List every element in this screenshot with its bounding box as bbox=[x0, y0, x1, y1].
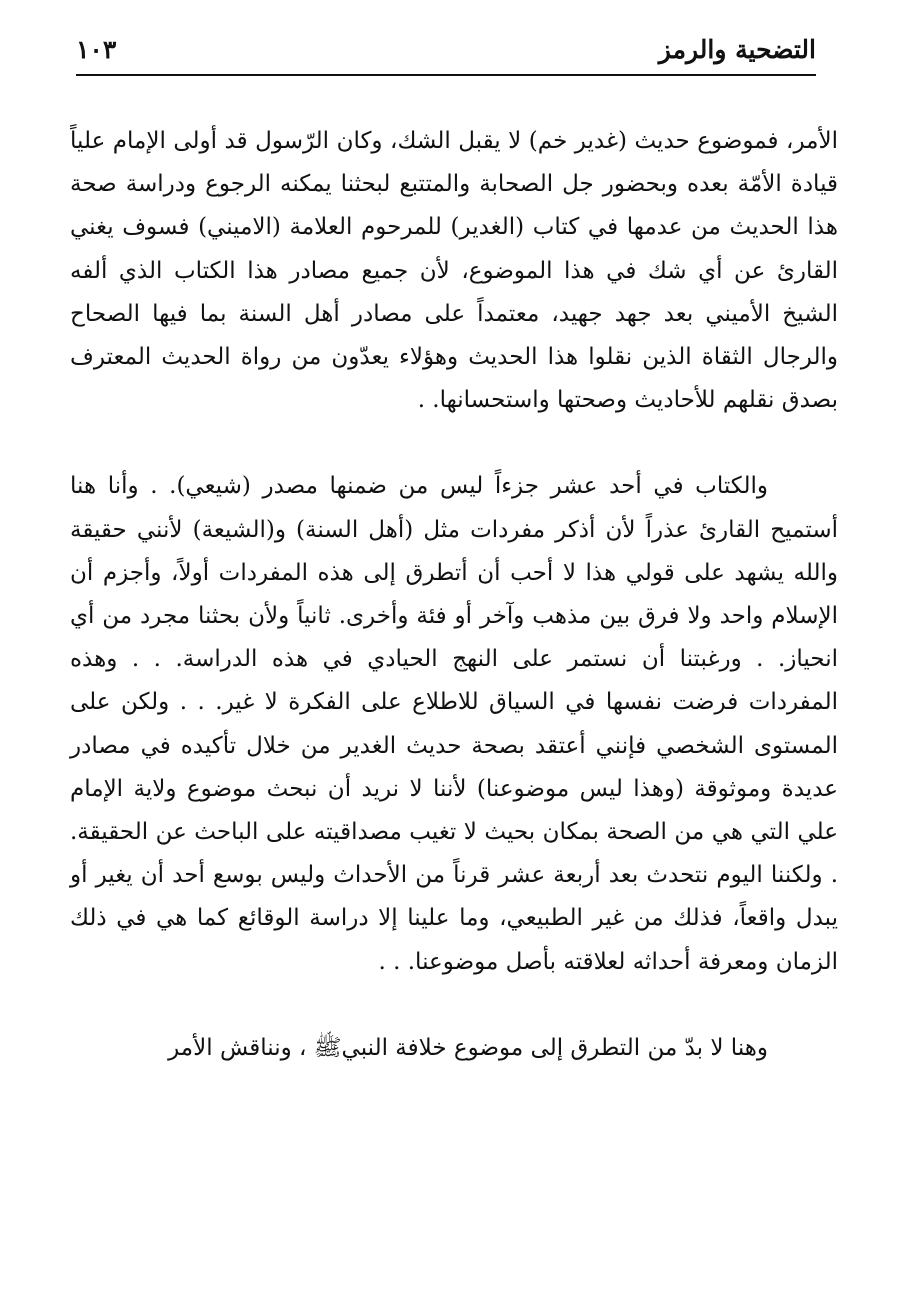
paragraph-1: الأمر، فموضوع حديث (غدير خم) لا يقبل الشك، وكان الرّسول قد أولى الإمام علياً قيادة الأمّة بعده وبحضور جل الصحابة والمتتبع لبحثنا يمكنه الرجوع ودراسة صحة هذا الحديث من عدمها في كتاب (الغدير) للمرحوم العلامة (الاميني) فسوف يغني القارئ عن أي شك في هذا الموضوع، لأن جميع مصادر هذا الكتاب الذي ألفه الشيخ الأميني بعد جهد جهيد، معتمداً على مصادر أهل السنة بما فيها الصحاح والرجال الثقاة الذين نقلوا هذا الحديث وهؤلاء يعدّون من رواة الحديث المعترف بصدق نقلهم للأحاديث وصحتها واستحسانها. . bbox=[70, 128, 838, 414]
paragraph-3: وهنا لا بدّ من التطرق إلى موضوع خلافة النبيﷺ ، ونناقش الأمر bbox=[168, 1034, 768, 1061]
header-rule bbox=[76, 74, 816, 76]
page-header bbox=[76, 30, 816, 74]
paragraph-2: والكتاب في أحد عشر جزءاً ليس من ضمنها مصدر (شيعي). . وأنا هنا أستميح القارئ عذراً لأن أذكر مفردات مثل (أهل السنة) و(الشيعة) لأنني حقيقة والله يشهد على قولي هذا لا أحب أن أتطرق إلى هذه المفردات أولاً، وأجزم أن الإسلام واحد ولا فرق بين مذهب وآخر أو فئة وأخرى. ثانياً ولأن بحثنا مجرد من أي انحياز. . ورغبتنا أن نستمر على النهج الحيادي في هذه الدراسة. . . وهذه المفردات فرضت نفسها في السياق للاطلاع على الفكرة لا غير. . . ولكن على المستوى الشخصي فإنني أعتقد بصحة حديث الغدير من خلال تأكيده في مصادر عديدة وموثوقة (وهذا ليس موضوعنا) لأننا لا نريد أن نبحث موضوع ولاية الإمام علي التي هي من الصحة بمكان بحيث لا تغيب مصداقيته على الباحث عن الحقيقة. . ولكننا اليوم نتحدث بعد أربعة عشر قرناً من الأحداث وليس بوسع أحد أن يغير أو يبدل واقعاً، فذلك من غير الطبيعي، وما علينا إلا دراسة الوقائع كما هي في ذلك الزمان ومعرفة أحداثه لعلاقته بأصل موضوعنا. . . bbox=[70, 473, 838, 975]
body-text bbox=[70, 120, 838, 1070]
paragraph-gap bbox=[70, 422, 838, 465]
page-number: ١٠٣ bbox=[76, 35, 117, 64]
running-title: التضحية والرمز bbox=[658, 35, 816, 64]
paragraph-gap bbox=[70, 984, 838, 1027]
